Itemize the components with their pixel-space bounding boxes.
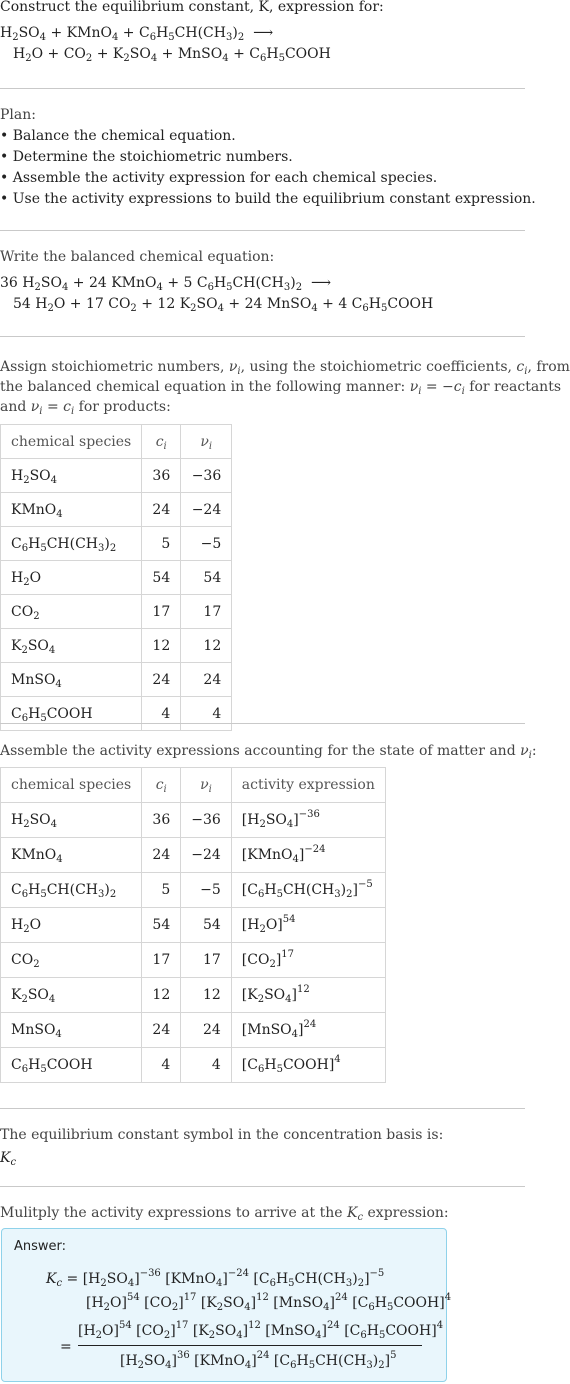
fraction-bar — [78, 1345, 422, 1346]
table-header-row — [1, 425, 232, 459]
header-activity: activity expression — [231, 768, 385, 803]
answer-label: Answer: — [14, 1239, 67, 1254]
c-cell: 24 — [142, 838, 181, 873]
plan-step: • Determine the stoichiometric numbers. — [0, 149, 293, 165]
kc-denominator: $[H_2SO_4]^{36}$ [KMnO$_4$]$^{24}$ $[C_6H_5CH(CH_3)_2]^5$ — [120, 1350, 397, 1371]
table-row — [1, 943, 386, 978]
nu-cell: 4 — [181, 697, 232, 731]
stoich-text-1: Assign stoichiometric numbers, $\nu_i$, using the stoichiometric coefficients, $c_i$, from — [0, 359, 570, 377]
species-cell: MnSO$_4$ — [1, 663, 142, 697]
species-cell: $H_2SO_4$ — [1, 459, 142, 493]
header-species: chemical species — [1, 425, 142, 459]
table-row — [1, 908, 386, 943]
balanced-title: Write the balanced chemical equation: — [0, 249, 275, 265]
reaction-reactants: $H_2SO_4$ + KMnO$_4$ + $C_6H_5CH(CH_3)_2$ ⟶ — [0, 25, 274, 43]
divider — [0, 723, 525, 724]
kc-numerator: $[H_2O]^{54}$ $[CO_2]^{17}$ $[K_2SO_4]^{12}$ [MnSO$_4$]$^{24}$ $[C_6H_5COOH]^4$ — [78, 1320, 444, 1341]
c-cell: 17 — [142, 943, 181, 978]
species-cell: $K_2SO_4$ — [1, 978, 142, 1013]
species-cell: KMnO$_4$ — [1, 838, 142, 873]
divider — [0, 88, 525, 89]
plan-step: • Use the activity expressions to build the equilibrium constant expression. — [0, 191, 536, 207]
c-cell: 17 — [142, 595, 181, 629]
nu-cell: 4 — [181, 1048, 232, 1083]
table-row — [1, 663, 232, 697]
c-cell: 36 — [142, 803, 181, 838]
species-cell: MnSO$_4$ — [1, 1013, 142, 1048]
table-row — [1, 1048, 386, 1083]
c-cell: 54 — [142, 908, 181, 943]
multiply-text: Mulitply the activity expressions to arrive at the $K_c$ expression: — [0, 1205, 449, 1223]
table-row — [1, 595, 232, 629]
species-cell: $CO_2$ — [1, 595, 142, 629]
intro-text: Construct the equilibrium constant, K, expression for: — [0, 0, 384, 15]
plan-step: • Balance the chemical equation. — [0, 128, 236, 144]
species-cell: $C_6H_5CH(CH_3)_2$ — [1, 873, 142, 908]
table-row — [1, 978, 386, 1013]
nu-cell: 54 — [181, 561, 232, 595]
header-nu: $\nu_i$ — [181, 425, 232, 459]
c-cell: 24 — [142, 493, 181, 527]
table-row — [1, 561, 232, 595]
nu-cell: 24 — [181, 1013, 232, 1048]
divider — [0, 1186, 525, 1187]
species-cell: $C_6H_5CH(CH_3)_2$ — [1, 527, 142, 561]
table-row — [1, 493, 232, 527]
header-nu: $\nu_i$ — [181, 768, 232, 803]
nu-cell: −5 — [181, 527, 232, 561]
divider — [0, 336, 525, 337]
c-cell: 12 — [142, 978, 181, 1013]
c-cell: 4 — [142, 697, 181, 731]
table-row — [1, 1013, 386, 1048]
table-header-row — [1, 768, 386, 803]
table-row — [1, 697, 232, 731]
table-row — [1, 629, 232, 663]
activity-cell: [MnSO$_4$]$^{24}$ — [231, 1013, 385, 1048]
species-cell: $C_6H_5COOH$ — [1, 697, 142, 731]
species-cell: KMnO$_4$ — [1, 493, 142, 527]
nu-cell: 24 — [181, 663, 232, 697]
c-cell: 5 — [142, 527, 181, 561]
activity-table — [0, 767, 386, 1083]
species-cell: $C_6H_5COOH$ — [1, 1048, 142, 1083]
activity-text: Assemble the activity expressions accounting for the state of matter and $\nu_i$: — [0, 743, 537, 761]
divider — [0, 1108, 525, 1109]
table-row — [1, 803, 386, 838]
table-row — [1, 873, 386, 908]
nu-cell: 17 — [181, 943, 232, 978]
equals-sign: = — [60, 1339, 72, 1355]
answer-box — [1, 1228, 452, 1382]
c-cell: 36 — [142, 459, 181, 493]
nu-cell: 12 — [181, 629, 232, 663]
species-cell: $H_2O$ — [1, 561, 142, 595]
balanced-reactants: 36 $H_2SO_4 + 24$ KMnO$_4$ + 5 $C_6H_5CH(CH_3)_2$ ⟶ — [0, 275, 332, 293]
header-c: $c_i$ — [142, 768, 181, 803]
symbol-value: $K_c$ — [0, 1150, 17, 1168]
stoich-text-3: and $\nu_i = c_i$ for products: — [0, 399, 171, 417]
table-row — [1, 459, 232, 493]
stoich-text-2: the balanced chemical equation in the following manner: $\nu_i = -c_i$ for reactants — [0, 379, 562, 397]
activity-cell: $[C_6H_5CH(CH_3)_2]^{-5}$ — [231, 873, 385, 908]
activity-cell: $[C_6H_5COOH]^4$ — [231, 1048, 385, 1083]
divider — [0, 230, 525, 231]
header-species: chemical species — [1, 768, 142, 803]
activity-cell: $[H_2SO_4]^{-36}$ — [231, 803, 385, 838]
activity-cell: $[H_2O]^{54}$ — [231, 908, 385, 943]
activity-cell: $[K_2SO_4]^{12}$ — [231, 978, 385, 1013]
activity-cell: $[CO_2]^{17}$ — [231, 943, 385, 978]
c-cell: 24 — [142, 663, 181, 697]
species-cell: $K_2SO_4$ — [1, 629, 142, 663]
table-row — [1, 527, 232, 561]
c-cell: 24 — [142, 1013, 181, 1048]
plan-title: Plan: — [0, 107, 36, 123]
plan-step: • Assemble the activity expression for each chemical species. — [0, 170, 438, 186]
nu-cell: −24 — [181, 838, 232, 873]
c-cell: 4 — [142, 1048, 181, 1083]
species-cell: $H_2O$ — [1, 908, 142, 943]
nu-cell: 54 — [181, 908, 232, 943]
stoich-table — [0, 424, 232, 731]
species-cell: $CO_2$ — [1, 943, 142, 978]
reaction-products: $H_2O + CO_2 + K_2SO_4$ + MnSO$_4$ + $C_6H_5COOH$ — [13, 46, 331, 64]
kc-line-1: $K_c = [H_2SO_4]^{-36}$ [KMnO$_4$]$^{-24}$ $[C_6H_5CH(CH_3)_2]^{-5}$ — [46, 1268, 385, 1289]
c-cell: 5 — [142, 873, 181, 908]
kc-line-2: $[H_2O]^{54}$ $[CO_2]^{17}$ $[K_2SO_4]^{12}$ [MnSO$_4$]$^{24}$ $[C_6H_5COOH]^4$ — [86, 1292, 452, 1313]
nu-cell: 12 — [181, 978, 232, 1013]
c-cell: 54 — [142, 561, 181, 595]
table-row — [1, 838, 386, 873]
balanced-products: 54 $H_2O + 17$ $CO_2 + 12$ $K_2SO_4 + 24$ MnSO$_4$ + 4 $C_6H_5COOH$ — [13, 296, 434, 314]
header-c: $c_i$ — [142, 425, 181, 459]
nu-cell: −24 — [181, 493, 232, 527]
species-cell: $H_2SO_4$ — [1, 803, 142, 838]
symbol-text: The equilibrium constant symbol in the concentration basis is: — [0, 1127, 444, 1143]
nu-cell: −36 — [181, 459, 232, 493]
c-cell: 12 — [142, 629, 181, 663]
nu-cell: −5 — [181, 873, 232, 908]
activity-cell: [KMnO$_4$]$^{-24}$ — [231, 838, 385, 873]
nu-cell: −36 — [181, 803, 232, 838]
nu-cell: 17 — [181, 595, 232, 629]
